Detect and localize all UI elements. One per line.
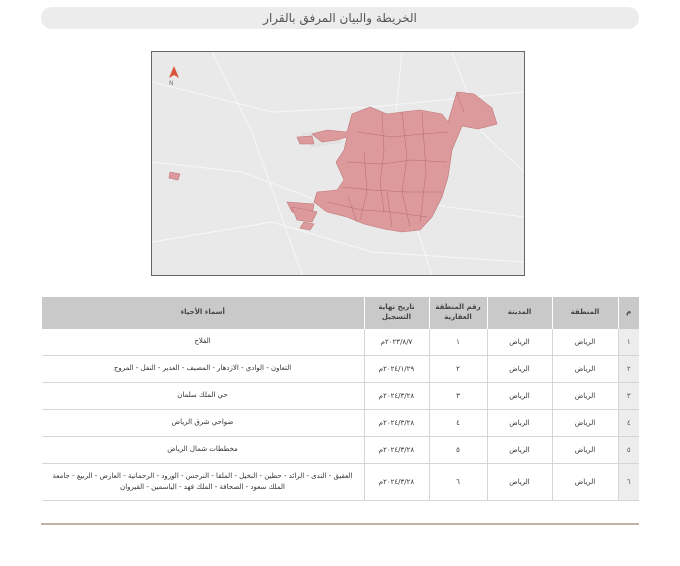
- map-graphic: [152, 52, 524, 275]
- row-region: الرياض: [552, 329, 618, 356]
- row-city: الرياض: [487, 437, 552, 464]
- row-num: ٣: [618, 383, 639, 410]
- row-num: ٦: [618, 464, 639, 501]
- row-num: ٤: [618, 410, 639, 437]
- row-date: ٢٠٢٤/٣/٢٨م: [364, 410, 429, 437]
- table-row: [42, 329, 640, 356]
- row-neighborhoods: حي الملك سلمان: [42, 383, 365, 410]
- table-row: [42, 383, 640, 410]
- row-zone: ٦: [429, 464, 487, 501]
- row-city: الرياض: [487, 356, 552, 383]
- row-zone: ٣: [429, 383, 487, 410]
- row-region: الرياض: [552, 410, 618, 437]
- page-title: الخريطة والبيان المرفق بالقرار: [41, 7, 639, 29]
- registration-zones: [169, 92, 497, 232]
- header-zone-number: رقم المنطقة العقارية: [429, 297, 487, 329]
- row-neighborhoods: الفلاح: [42, 329, 365, 356]
- row-num: ١: [618, 329, 639, 356]
- row-region: الرياض: [552, 356, 618, 383]
- row-region: الرياض: [552, 437, 618, 464]
- row-neighborhoods: العقيق - الندى - الرائد - حطين - النخيل - الملقا - النرجس - الورود - الرحمانية - العارض - الربيع - جامعة الملك سعود - الصحافة - الملك فهد - الياسمين - القيروان: [42, 464, 365, 501]
- row-city: الرياض: [487, 383, 552, 410]
- row-zone: ١: [429, 329, 487, 356]
- table-header-row: [42, 297, 640, 329]
- row-date: ٢٠٢٣/٨/٧م: [364, 329, 429, 356]
- row-region: الرياض: [552, 383, 618, 410]
- header-end-date: تاريخ نهاية التسجيل: [364, 297, 429, 329]
- north-arrow-icon: [169, 66, 179, 78]
- row-city: الرياض: [487, 464, 552, 501]
- header-city: المدينة: [487, 297, 552, 329]
- row-zone: ٤: [429, 410, 487, 437]
- row-city: الرياض: [487, 410, 552, 437]
- row-neighborhoods: ضواحي شرق الرياض: [42, 410, 365, 437]
- table-row: [42, 410, 640, 437]
- row-date: ٢٠٢٤/٣/٢٨م: [364, 383, 429, 410]
- north-label: N: [169, 80, 174, 87]
- header-num: م: [618, 297, 639, 329]
- footer-divider: [41, 523, 639, 525]
- table-row: [42, 356, 640, 383]
- table-row: [42, 464, 640, 501]
- row-date: ٢٠٢٤/٣/٢٨م: [364, 437, 429, 464]
- row-neighborhoods: التعاون - الوادي - الازدهار - المصيف - الغدير - النفل - المروج: [42, 356, 365, 383]
- row-num: ٢: [618, 356, 639, 383]
- row-neighborhoods: مخططات شمال الرياض: [42, 437, 365, 464]
- row-region: الرياض: [552, 464, 618, 501]
- table-row: [42, 437, 640, 464]
- riyadh-map: [151, 51, 525, 276]
- registration-table: [41, 297, 639, 501]
- row-date: ٢٠٢٤/١/٢٩م: [364, 356, 429, 383]
- row-num: ٥: [618, 437, 639, 464]
- row-city: الرياض: [487, 329, 552, 356]
- row-zone: ٥: [429, 437, 487, 464]
- row-date: ٢٠٢٤/٣/٢٨م: [364, 464, 429, 501]
- row-zone: ٢: [429, 356, 487, 383]
- header-region: المنطقة: [552, 297, 618, 329]
- header-neighborhoods: أسماء الأحياء: [42, 297, 365, 329]
